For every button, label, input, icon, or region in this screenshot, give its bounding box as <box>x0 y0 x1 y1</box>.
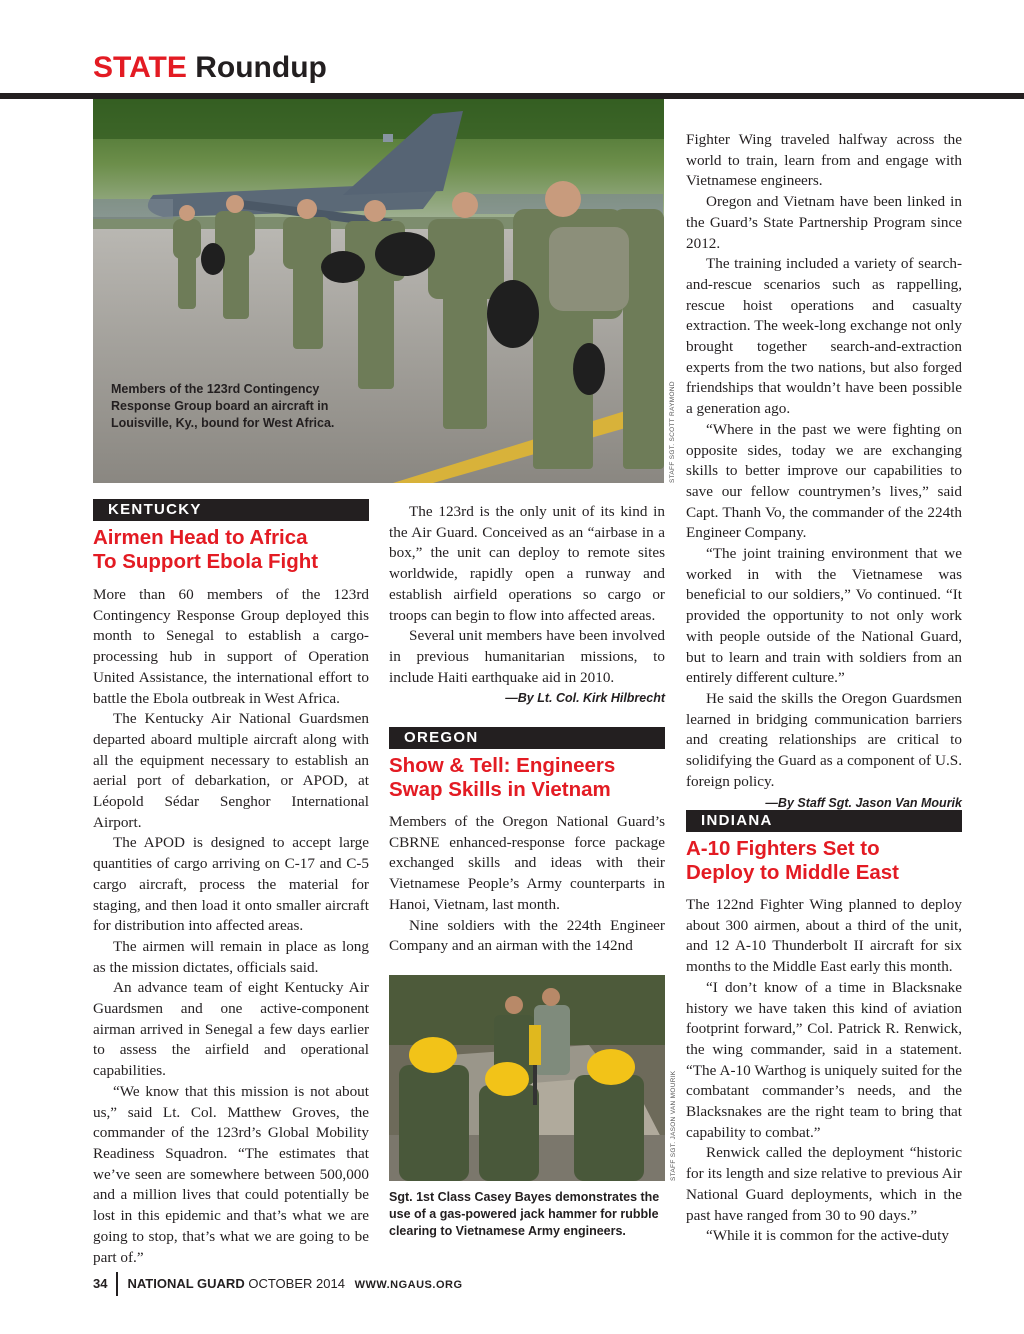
jackhammer-demonstration-illustration <box>389 975 665 1181</box>
oregon-photo-caption: Sgt. 1st Class Casey Bayes demonstrates the use of a gas-powered jack hammer for rubble clearing to Vietnamese Army engineers. <box>389 1190 660 1238</box>
kentucky-paragraph: The airmen will remain in place as long as the mission dictates, officials said. <box>93 937 369 976</box>
article-body-oregon <box>389 812 665 957</box>
footer-divider <box>116 1272 118 1296</box>
kentucky-paragraph: Several unit members have been involved in previous humanitarian missions, to include Haiti earthquake aid in 2010. <box>389 627 665 686</box>
section-title <box>93 48 327 88</box>
publication-name: NATIONAL GUARD <box>127 1276 245 1291</box>
article-body-oregon-continued <box>686 130 962 812</box>
headline-indiana <box>686 837 966 885</box>
top-photo-caption: Members of the 123rd Contingency Response Group board an aircraft in Louisville, Ky., bound for West Africa. <box>111 382 335 430</box>
kentucky-paragraph: An advance team of eight Kentucky Air Guardsmen and one active-component airman arrived in Senegal a few days earlier to assess the airfield and operational capabilities. <box>93 979 369 1080</box>
section-tag-kentucky: KENTUCKY <box>93 499 369 521</box>
headline-oregon <box>389 754 669 802</box>
oregon-paragraph: Members of the Oregon National Guard’s CBRNE enhanced-response force package exchanged skills and ideas with their Vietnamese People’s Army counterparts in Hanoi, Vietnam, last month. <box>389 813 665 913</box>
headline-kentucky-line-1: Airmen Head to Africa <box>93 526 308 549</box>
kentucky-paragraph: The 123rd is the only unit of its kind in the Air Guard. Conceived as an “airbase in a box,” the unit can deploy to remote sites worldwide, rapidly open a runway and establish airfield operations so cargo or troops can begin to flow into affected areas. <box>389 503 665 624</box>
oregon-paragraph: Oregon and Vietnam have been linked in the Guard’s State Partnership Program since 2012. <box>686 193 962 252</box>
kentucky-paragraph: More than 60 members of the 123rd Contingency Response Group deployed this month to Senegal to establish a cargo-processing hub in support of Operation United Assistance, the international effort to battle the Ebola outbreak in West Africa. <box>93 586 369 707</box>
oregon-paragraph: “Where in the past we were fighting on opposite sides, today we are exchanging skills to better improve our capabilities to save our fellow countrymen’s lives,” said Capt. Thanh Vo, the commander of the 224th Engineer Company. <box>686 420 962 542</box>
oregon-paragraph: Fighter Wing traveled halfway across the world to train, learn from and engage with Vietnamese engineers. <box>686 131 962 190</box>
indiana-paragraph: Renwick called the deployment “historic for its length and size relative to previous Air National Guard deployments, which in the past have ranged from 30 to 90 days.” <box>686 1144 962 1224</box>
indiana-paragraph: The 122nd Fighter Wing planned to deploy about 300 airmen, about a third of the unit, and 12 A-10 Thunderbolt II aircraft for six months to the Middle East early this month. <box>686 896 962 976</box>
oregon-photo-credit: STAFF SGT. JASON VAN MOURIK <box>670 1070 677 1181</box>
section-tag-oregon: OREGON <box>389 727 665 749</box>
byline-kentucky: —By Lt. Col. Kirk Hilbrecht <box>505 691 665 706</box>
section-title-roundup: Roundup <box>186 51 327 84</box>
headline-kentucky <box>93 526 373 574</box>
page-footer <box>93 1272 463 1296</box>
byline-oregon: —By Staff Sgt. Jason Van Mourik <box>765 795 962 810</box>
oregon-paragraph: “The joint training environment that we worked in with the Vietnamese was beneficial to our soldiers,” Vo continued. “It provided the opportunity to not only work with people outside of the National Guard, but to learn and train with soldiers from an entirely different culture.” <box>686 545 962 687</box>
headline-indiana-line-1: A-10 Fighters Set to <box>686 837 880 860</box>
headline-indiana-line-2: Deploy to Middle East <box>686 861 899 884</box>
oregon-photo <box>389 975 665 1181</box>
oregon-paragraph: He said the skills the Oregon Guardsmen learned in bridging communication barriers and creating relationships are critical to solidifying the Guard as a component of U.S. foreign policy. <box>686 689 962 790</box>
section-title-state: STATE <box>93 51 187 84</box>
article-body-kentucky-continued <box>389 502 665 707</box>
headline-kentucky-line-2: To Support Ebola Fight <box>93 550 319 573</box>
section-tag-indiana: INDIANA <box>686 810 962 832</box>
indiana-paragraph: “While it is common for the active-duty <box>706 1227 949 1245</box>
article-body-indiana <box>686 895 962 1247</box>
page-number: 34 <box>93 1276 108 1291</box>
indiana-paragraph: “I don’t know of a time in Blacksnake history we have taken this kind of aviation footprint forward,” Col. Patrick R. Renwick, the wing commander, said in a statement. “The A-10 Warthog is uniquely suited for the combatant commander’s needs, and the Blacksnakes are the right team to bring that capability to combat.” <box>686 978 962 1141</box>
kentucky-paragraph: The Kentucky Air National Guardsmen departed aboard multiple aircraft along with all the equipment necessary to establish an aerial port of debarkation, or APOD, at Léopold Sédar Senghor International Airport. <box>93 710 369 831</box>
kentucky-paragraph: The APOD is designed to accept large quantities of cargo arriving on C-17 and C-5 cargo aircraft, process the material for staging, and then load it onto smaller aircraft for distribution into affected areas. <box>93 834 369 935</box>
website-url: WWW.NGAUS.ORG <box>354 1279 463 1291</box>
oregon-paragraph: Nine soldiers with the 224th Engineer Company and an airman with the 142nd <box>389 916 665 955</box>
issue-date: OCTOBER 2014 <box>248 1276 345 1291</box>
oregon-paragraph: The training included a variety of search-and-rescue scenarios such as rappelling, rescue hoist operations and casualty extraction. The week-long exchange not only brought together search-and-extraction experts from the two nations, but also forged friendships that wouldn’t have been possible a generation ago. <box>686 255 962 418</box>
article-body-kentucky <box>93 585 369 1268</box>
headline-oregon-line-2: Swap Skills in Vietnam <box>389 778 611 801</box>
kentucky-paragraph: “We know that this mission is not about us,” said Lt. Col. Matthew Groves, the commander of the 123rd’s Global Mobility Readiness Squadron. “The estimates that we’ve seen are somewhere between 500,000 and a million lives that could potentially be lost in this epidemic and that’s what we are going to stop, that’s what we are going to be part of.” <box>93 1082 369 1266</box>
headline-oregon-line-1: Show & Tell: Engineers <box>389 754 616 777</box>
top-photo-credit: STAFF SGT. SCOTT RAYMOND <box>669 381 676 483</box>
